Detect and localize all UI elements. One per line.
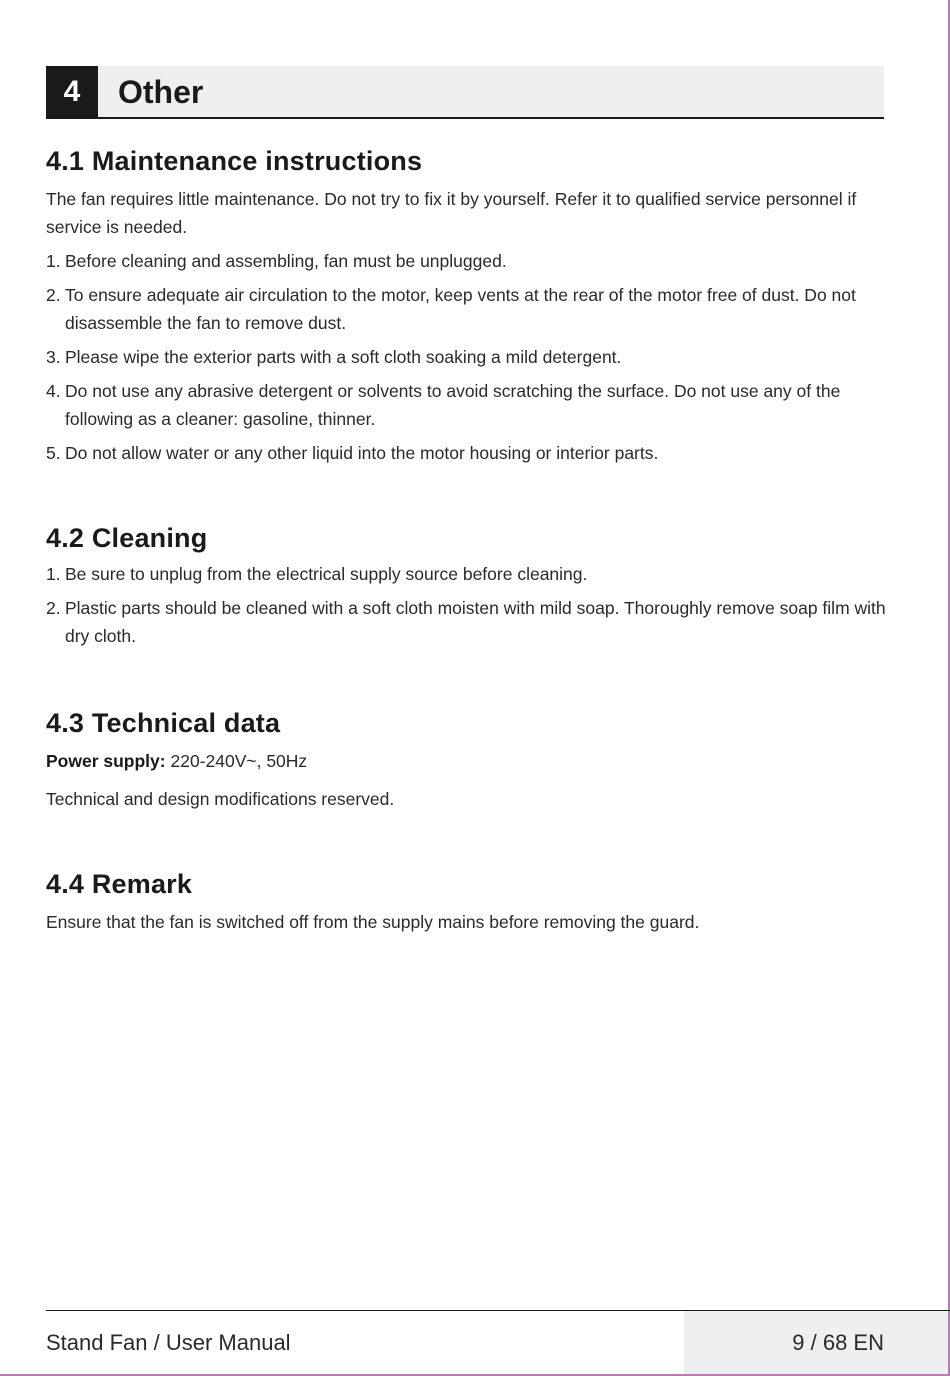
list-item-number: 2.	[46, 598, 61, 618]
footer-page-number: 9 / 68 EN	[792, 1330, 884, 1355]
list-item-text: Please wipe the exterior parts with a soft cloth soaking a mild detergent.	[65, 347, 622, 367]
modifications-note: Technical and design modifications reserved.	[46, 789, 395, 809]
section-title: 4.2 Cleaning	[46, 523, 208, 553]
list-item-number: 4.	[46, 381, 61, 401]
list-item-text: Do not use any abrasive detergent or solvents to avoid scratching the surface. Do not use any of the following as a cleaner: gasoline, thinner.	[65, 381, 841, 429]
list-item	[46, 594, 886, 650]
section-remark	[46, 869, 886, 936]
page-content	[46, 146, 886, 936]
list-item-text: Be sure to unplug from the electrical supply source before cleaning.	[65, 564, 588, 584]
maintenance-list	[46, 247, 886, 467]
section-title: 4.3 Technical data	[46, 708, 281, 738]
section-title: 4.4 Remark	[46, 869, 193, 899]
list-item	[46, 560, 886, 588]
cleaning-list	[46, 560, 886, 650]
section-cleaning	[46, 523, 886, 650]
list-item-text: Plastic parts should be cleaned with a soft cloth moisten with mild soap. Thoroughly remove soap film with dry cloth.	[65, 598, 886, 646]
list-item	[46, 343, 886, 371]
chapter-title: Other	[118, 74, 204, 110]
chapter-header	[46, 66, 884, 119]
section-title: 4.1 Maintenance instructions	[46, 146, 423, 176]
section-intro: The fan requires little maintenance. Do not try to fix it by yourself. Refer it to qualified service personnel if service is needed.	[46, 189, 857, 237]
list-item	[46, 247, 886, 275]
power-supply-value: 220-240V~, 50Hz	[170, 751, 308, 771]
power-supply-label: Power supply:	[46, 751, 166, 771]
list-item-text: To ensure adequate air circulation to the motor, keep vents at the rear of the motor free of dust. Do not disassemble the fan to remove dust.	[65, 285, 856, 333]
chapter-number: 4	[46, 66, 98, 117]
list-item	[46, 377, 886, 433]
section-technical-data	[46, 708, 886, 813]
list-item	[46, 281, 886, 337]
footer-document-title: Stand Fan / User Manual	[46, 1330, 291, 1355]
list-item-text: Before cleaning and assembling, fan must be unplugged.	[65, 251, 507, 271]
list-item-number: 1.	[46, 564, 61, 584]
list-item-number: 5.	[46, 443, 61, 463]
remark-text: Ensure that the fan is switched off from the supply mains before removing the guard.	[46, 912, 700, 932]
section-maintenance	[46, 146, 886, 467]
list-item-number: 2.	[46, 285, 61, 305]
power-supply-line	[46, 747, 886, 775]
list-item-number: 1.	[46, 251, 61, 271]
list-item	[46, 439, 886, 467]
list-item-text: Do not allow water or any other liquid into the motor housing or interior parts.	[65, 443, 659, 463]
list-item-number: 3.	[46, 347, 61, 367]
